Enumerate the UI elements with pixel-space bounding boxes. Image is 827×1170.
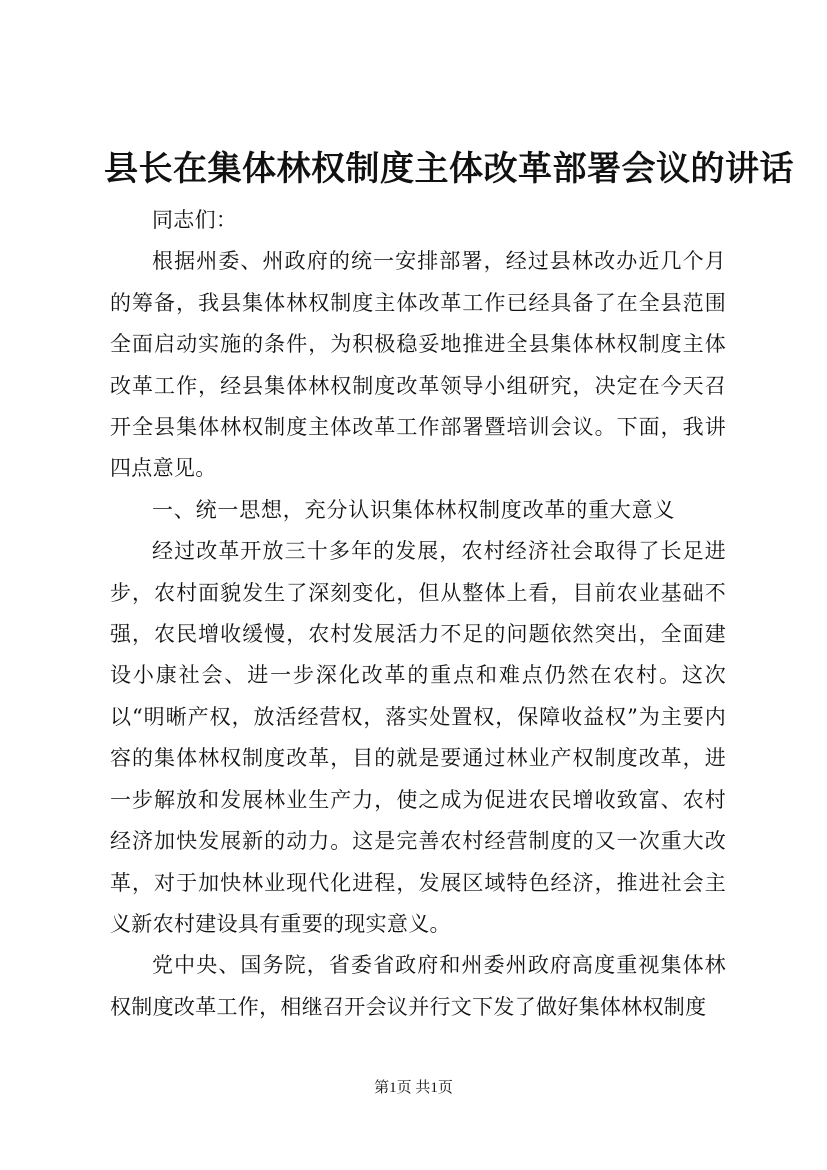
salutation: 同志们： [152, 208, 238, 232]
paragraph-significance: 经过改革开放三十多年的发展，农村经济社会取得了长足进步，农村面貌发生了深刻变化，但从整体上看，目前农业基础不强，农民增收缓慢，农村发展活力不足的问题依然突出，全面建设小康社会、进一步深化改革的重点和难点仍然在农村。这次以“明晰产权，放活经营权，落实处置权，保障收益权”为主要内容的集体林权制度改革，目的就是要通过林业产权制度改革，进一步解放和发展林业生产力，使之成为促进农民增收致富、农村经济加快发展新的动力。这是完善农村经营制度的又一次重大改革，对于加快林业现代化进程，发展区域特色经济，推进社会主义新农村建设具有重要的现实意义。 [110, 539, 726, 936]
paragraph-central-attention: 党中央、国务院，省委省政府和州委州政府高度重视集体林权制度改革工作，相继召开会议并行文下发了做好集体林权制度 [110, 953, 726, 1019]
document-body [110, 200, 726, 1028]
page-footer: 第1页 共1页 [374, 1080, 453, 1096]
section-heading-1: 一、统一思想，充分认识集体林权制度改革的重大意义 [152, 497, 676, 522]
document-title: 县长在集体林权制度主体改革部署会议的讲话 [104, 149, 794, 189]
paragraph-intro: 根据州委、州政府的统一安排部署，经过县林改办近几个月的筹备，我县集体林权制度主体改革工作已经具备了在全县范围全面启动实施的条件，为积极稳妥地推进全县集体林权制度主体改革工作，经县集体林权制度改革领导小组研究，决定在今天召开全县集体林权制度主体改革工作部署暨培训会议。下面，我讲四点意见。 [110, 249, 726, 481]
